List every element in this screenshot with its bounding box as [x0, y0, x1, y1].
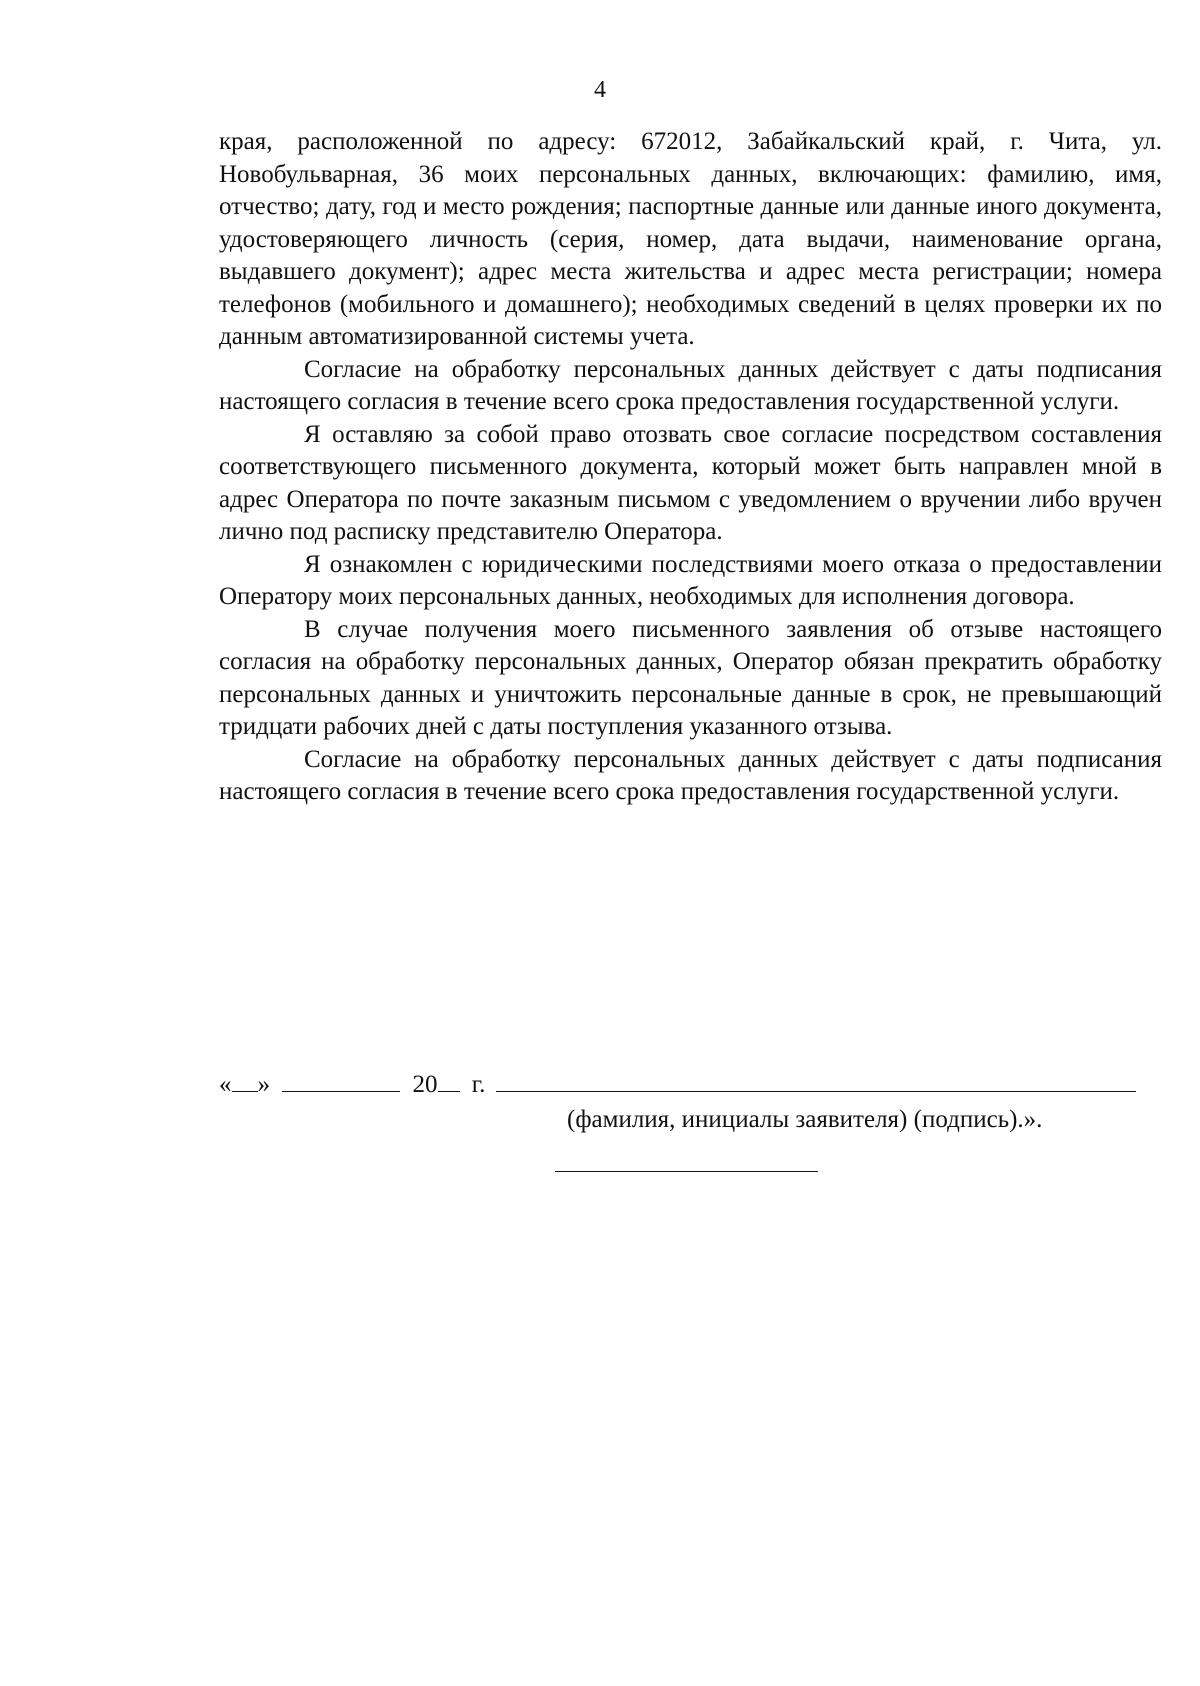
date-signature-line [219, 1069, 1162, 1101]
paragraph-consequences: Я ознакомлен с юридическими последствиями моего отказа о предоставлении Оператору моих персональных данных, необходимых для исполнения договора. [219, 550, 1162, 610]
end-divider-line [555, 1171, 818, 1172]
year-prefix: 20 [412, 1071, 438, 1098]
year-blank [438, 1069, 460, 1092]
signature-blank [496, 1069, 1136, 1092]
day-blank [232, 1069, 258, 1092]
document-body [219, 126, 1162, 809]
paragraph-personal-data-list: края, расположенной по адресу: 672012, Забайкальский край, г. Чита, ул. Новобульварная, 36 моих персональных данных, включающих: фамилию, имя, отчество; дату, год и место рождения; паспортные данные или данные иного документа, удостоверяющего личность (серия, номер, дата выдачи, наименование органа, выдавшего документ); адрес места жительства и адрес места регистрации; номера телефонов (мобильного и домашнего); необходимых сведений в целях проверки их по данным автоматизированной системы учета. [219, 128, 1162, 350]
paragraph-consent-validity-repeat: Согласие на обработку персональных данных действует с даты подписания настоящего согласия в течение всего срока предоставления государственной услуги. [219, 745, 1162, 805]
signature-caption: (фамилия, инициалы заявителя) (подпись).». [567, 1106, 1043, 1133]
year-suffix: г. [471, 1071, 486, 1098]
close-quote: » [257, 1071, 270, 1098]
month-blank [282, 1069, 400, 1092]
page-number: 4 [594, 77, 606, 103]
paragraph-revocation-procedure: В случае получения моего письменного заявления об отзыве настоящего согласия на обработку персональных данных, Оператор обязан прекратить обработку персональных данных и уничтожить персональные данные в срок, не превышающий тридцати рабочих дней с даты поступления указанного отзыва. [219, 615, 1162, 740]
paragraph-consent-validity: Согласие на обработку персональных данных действует с даты подписания настоящего согласия в течение всего срока предоставления государственной услуги. [219, 355, 1162, 415]
paragraph-right-to-revoke: Я оставляю за собой право отозвать свое согласие посредством составления соответствующего письменного документа, который может быть направлен мной в адрес Оператора по почте заказным письмом с уведомлением о вручении либо вручен лично под расписку представителю Оператора. [219, 420, 1162, 545]
open-quote: « [219, 1071, 232, 1098]
